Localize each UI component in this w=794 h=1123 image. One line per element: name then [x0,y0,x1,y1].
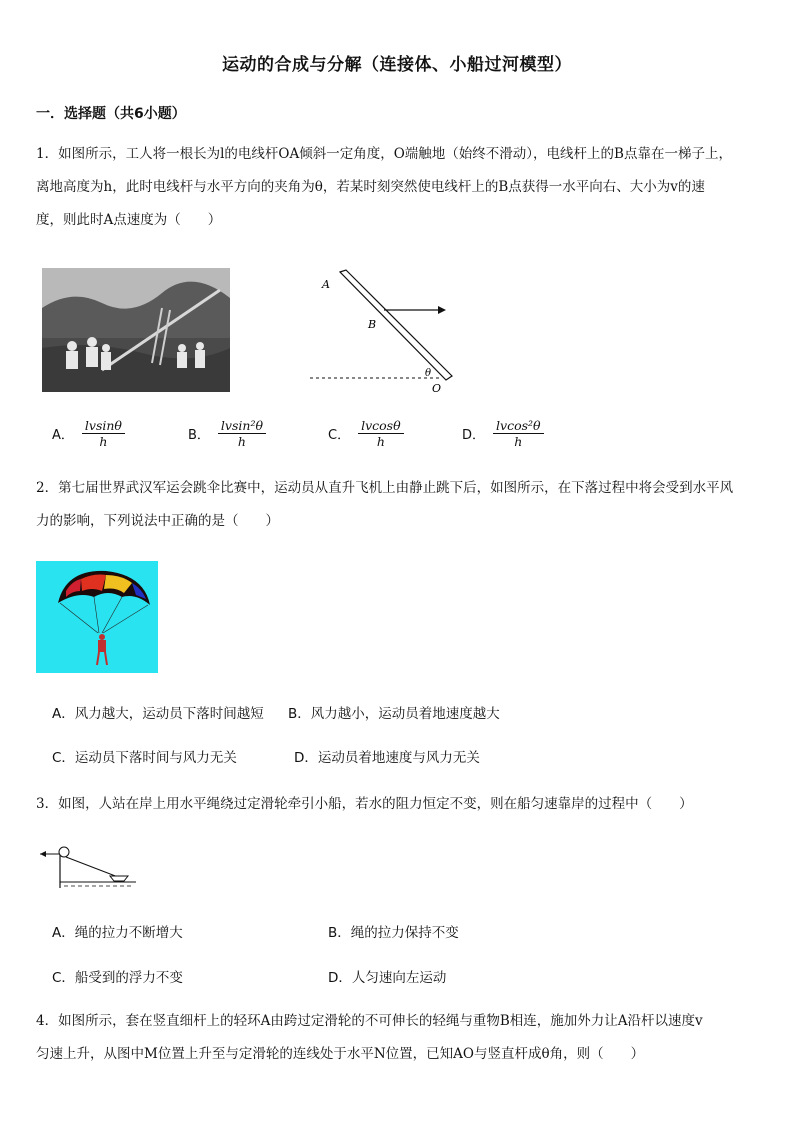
q2-option-b[interactable]: B．风力越小，运动员着地速度越大 [288,706,500,722]
question-3 [36,788,758,821]
q1-option-a[interactable] [52,418,125,449]
q3-option-d[interactable]: D．人匀速向左运动 [328,970,447,986]
option-denominator: h [376,434,385,449]
q1-line-2: 离地高度为h，此时电线杆与水平方向的夹角为θ，若某时刻突然使电线杆上的B点获得一水平向右、大小为v的速 [36,179,705,195]
option-numerator: lvcos²θ [493,418,544,434]
option-denominator: h [237,434,246,449]
q3-option-c[interactable]: C．船受到的浮力不变 [52,970,183,986]
question-2 [36,472,758,538]
question-4 [36,1005,758,1071]
q2-option-d[interactable]: D．运动员着地速度与风力无关 [294,750,480,766]
option-numerator: lvcosθ [358,418,404,434]
q1-option-d[interactable] [462,418,544,449]
option-numerator: lvsin²θ [218,418,266,434]
q1-line-3: 度，则此时A点速度为（ ） [36,212,222,228]
workers-pole-photo [42,268,230,392]
parachute-image [36,561,158,673]
label-theta: θ [425,368,432,379]
option-denominator: h [514,434,523,449]
q1-option-b[interactable] [188,418,266,449]
option-denominator: h [99,434,108,449]
label-o: O [432,382,442,395]
q2-option-a[interactable]: A．风力越大，运动员下落时间越短 [52,706,264,722]
label-b: B [368,318,377,331]
option-numerator: lvsinθ [82,418,125,434]
q2-option-c[interactable]: C．运动员下落时间与风力无关 [52,750,237,766]
q4-line-1: 4．如图所示，套在竖直细杆上的轻环A由跨过定滑轮的不可伸长的轻绳与重物B相连，施加外力让A沿杆以速度v [36,1013,703,1029]
q2-line-2: 力的影响，下列说法中正确的是（ ） [36,513,279,529]
label-a: A [322,278,330,291]
question-1 [36,138,758,237]
q2-line-1: 2．第七届世界武汉军运会跳伞比赛中，运动员从直升飞机上由静止跳下后，如图所示，在下落过程中将会受到水平风 [36,480,734,496]
q1-line-1: 1．如图所示，工人将一根长为l的电线杆OA倾斜一定角度，O端触地（始终不滑动），电线杆上的B点靠在一梯子上， [36,146,732,162]
boat-pulley-diagram [38,840,138,892]
pole-diagram [300,268,470,398]
q3-option-a[interactable]: A．绳的拉力不断增大 [52,925,183,941]
option-letter: A． [52,428,74,443]
option-letter: C． [328,428,351,443]
section-heading: 一．选择题（共6小题） [36,106,186,122]
q1-option-c[interactable] [328,418,404,449]
q4-line-2: 匀速上升，从图中M位置上升至与定滑轮的连线处于水平N位置，已知AO与竖直杆成θ角，则（ ） [36,1046,645,1062]
option-letter: B． [188,428,210,443]
page-title: 运动的合成与分解（连接体、小船过河模型） [222,55,572,75]
option-letter: D． [462,428,486,443]
q3-option-b[interactable]: B．绳的拉力保持不变 [328,925,459,941]
q3-line-1: 3．如图，人站在岸上用水平绳绕过定滑轮牵引小船，若水的阻力恒定不变，则在船匀速靠岸的过程中（ ） [36,796,693,812]
